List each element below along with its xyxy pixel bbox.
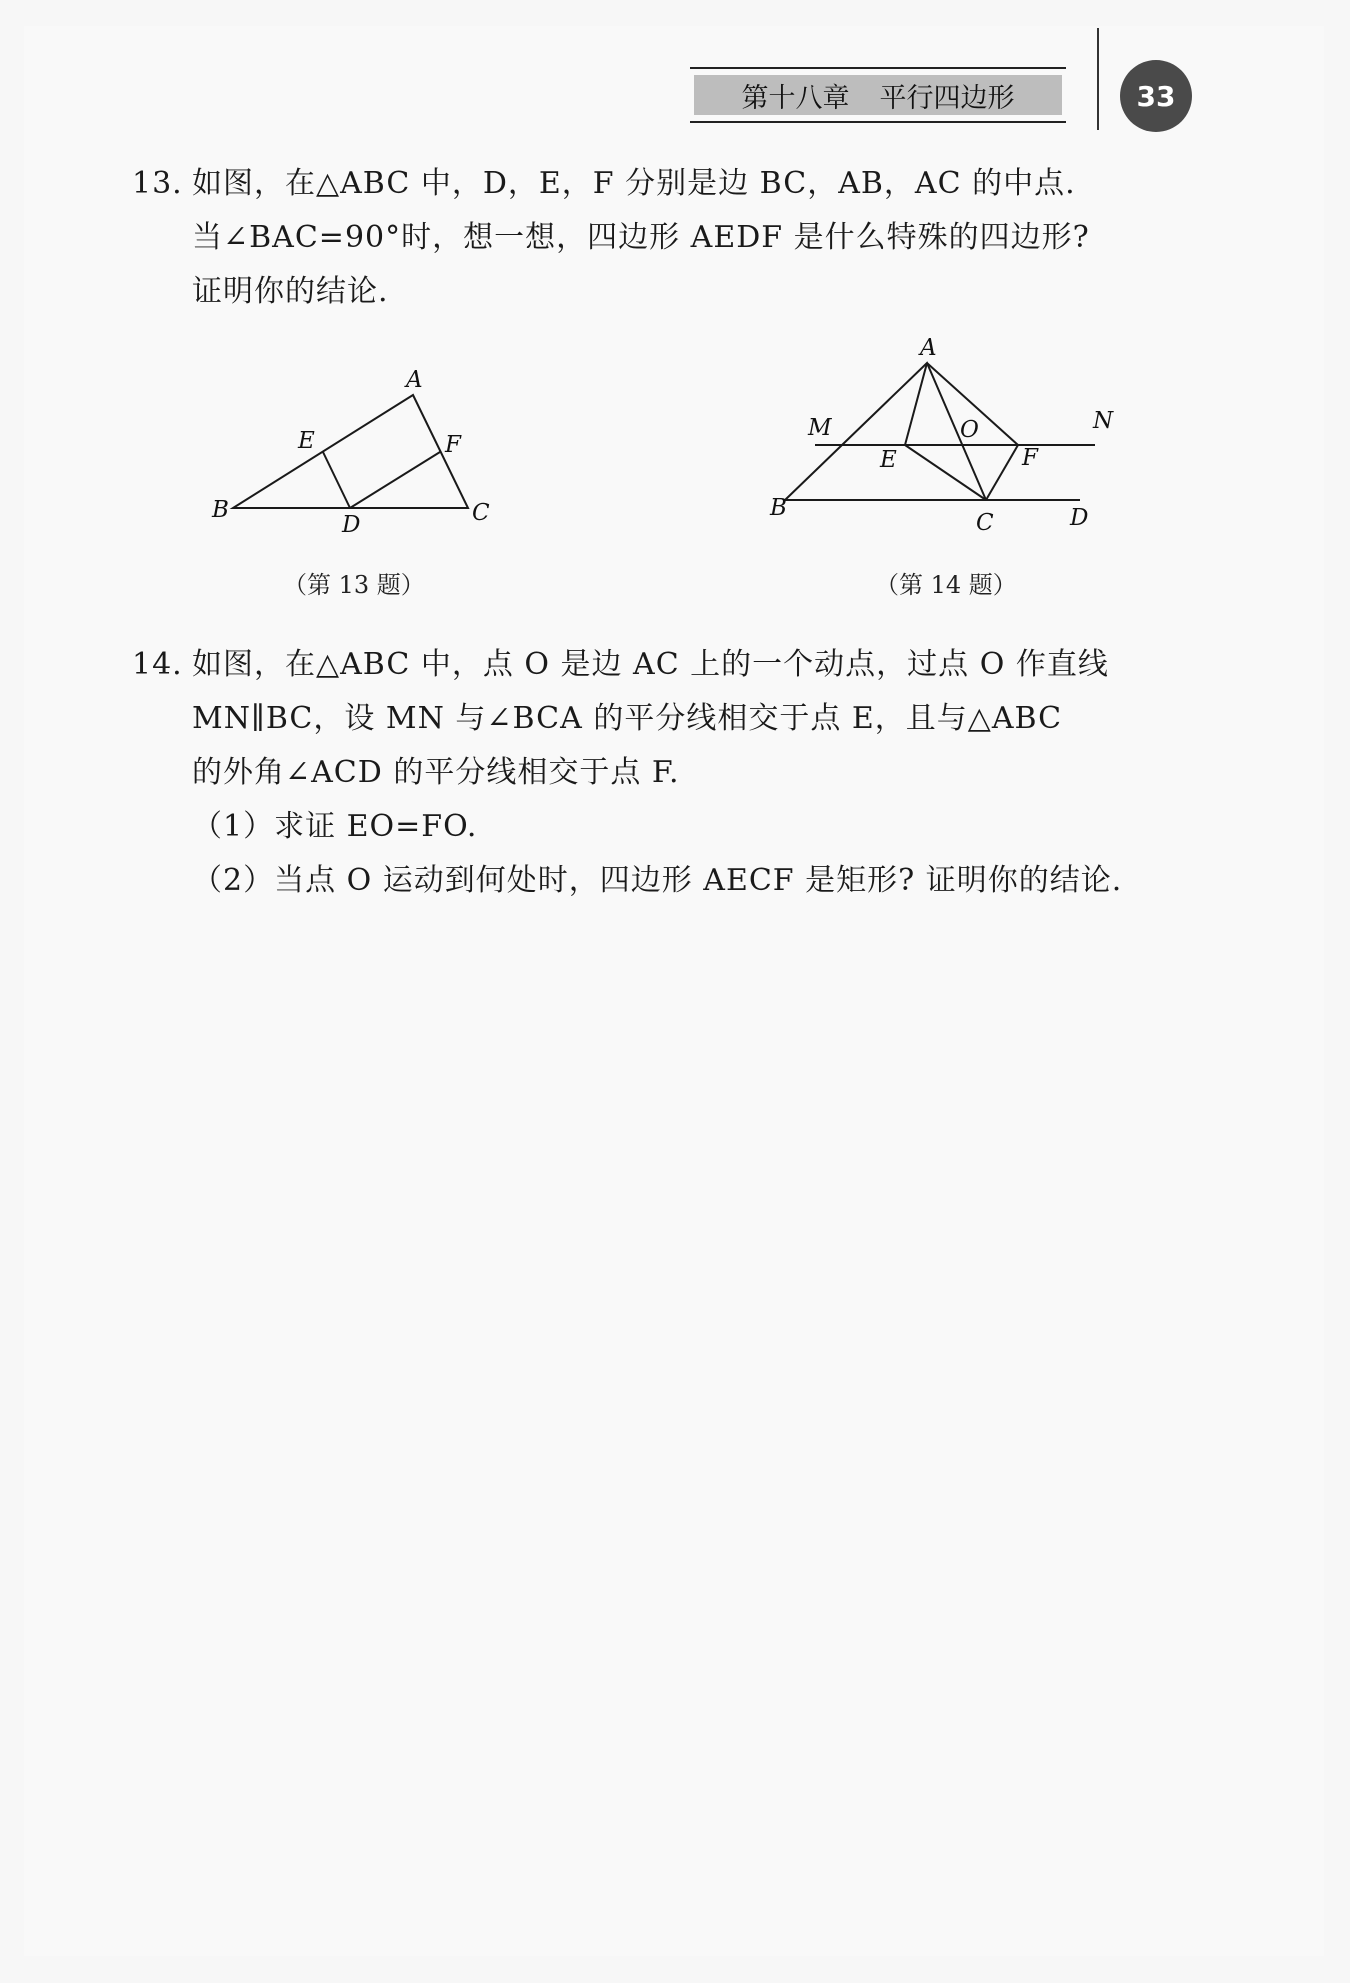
label-e: E bbox=[298, 428, 315, 454]
q14-line2: MN∥BC，设 MN 与∠BCA 的平分线相交于点 E，且与△ABC bbox=[192, 701, 1063, 736]
segment-df bbox=[350, 452, 440, 508]
q13-number: 13. bbox=[132, 166, 183, 201]
figure-13 bbox=[200, 360, 520, 540]
label-e: E bbox=[880, 447, 897, 473]
page-number-badge: 33 bbox=[1120, 60, 1192, 132]
label-b: B bbox=[770, 495, 787, 521]
label-a: A bbox=[406, 367, 423, 393]
triangle-abc bbox=[233, 395, 468, 508]
label-f: F bbox=[1022, 445, 1038, 471]
page bbox=[24, 26, 1324, 1956]
q14-text-1: 如图，在△ABC 中，点 O 是边 AC 上的一个动点，过点 O 作直线 bbox=[192, 647, 1109, 682]
q14-line3: 的外角∠ACD 的平分线相交于点 F. bbox=[192, 755, 680, 790]
q13-line2: 当∠BAC=90°时，想一想，四边形 AEDF 是什么特殊的四边形? bbox=[192, 220, 1090, 255]
q13-line1 bbox=[132, 164, 1076, 204]
q14-line1 bbox=[132, 645, 1109, 685]
figure-14-caption: （第 14 题） bbox=[875, 571, 1017, 599]
figure-14 bbox=[760, 325, 1130, 545]
chapter-label: 第十八章 bbox=[741, 82, 850, 114]
label-d: D bbox=[1070, 505, 1089, 531]
label-n: N bbox=[1093, 408, 1114, 434]
header-divider bbox=[1097, 28, 1099, 130]
label-d: D bbox=[342, 512, 361, 538]
label-a: A bbox=[920, 335, 937, 361]
label-c: C bbox=[976, 510, 994, 536]
q14-number: 14. bbox=[132, 647, 183, 682]
label-b: B bbox=[212, 497, 229, 523]
label-c: C bbox=[472, 500, 490, 526]
label-f: F bbox=[445, 432, 461, 458]
label-o: O bbox=[960, 417, 979, 443]
segment-ae bbox=[905, 363, 927, 445]
q14-part1: （1）求证 EO=FO. bbox=[192, 809, 478, 844]
q14-part2: （2）当点 O 运动到何处时，四边形 AECF 是矩形? 证明你的结论. bbox=[192, 863, 1123, 898]
segment-ed bbox=[323, 452, 350, 508]
chapter-header-fill bbox=[694, 75, 1062, 115]
chapter-header bbox=[690, 67, 1066, 123]
chapter-title: 平行四边形 bbox=[879, 82, 1015, 114]
q13-text-1: 如图，在△ABC 中，D，E，F 分别是边 BC，AB，AC 的中点. bbox=[192, 166, 1076, 201]
q13-line3: 证明你的结论. bbox=[192, 274, 389, 309]
figure-13-caption: （第 13 题） bbox=[283, 571, 425, 599]
segment-fc bbox=[986, 445, 1018, 500]
label-m: M bbox=[808, 415, 832, 441]
